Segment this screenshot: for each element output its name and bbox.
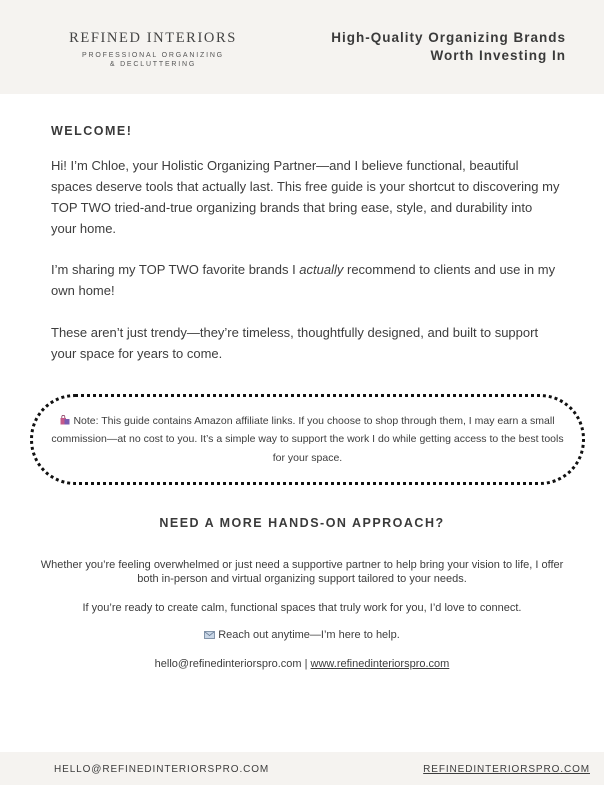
welcome-heading: WELCOME! (51, 124, 133, 138)
reach-out-line (40, 628, 564, 642)
contact-separator: | (304, 658, 308, 670)
contact-line (0, 657, 604, 671)
footer-email[interactable]: HELLO@REFINEDINTERIORSPRO.COM (54, 764, 270, 775)
paragraph-2-emphasis: actually (299, 262, 344, 277)
brand-tagline-line2: & DECLUTTERING (109, 61, 197, 68)
welcome-paragraph-1: Hi! I’m Chloe, your Holistic Organizing Partner—and I believe functional, beautiful spaces deserve tools that actually last. This free guide is your shortcut to discovering my TOP TWO tried-and-true organizing brands that bring ease, style, and durability into your home. (51, 158, 560, 236)
paragraph-2-start: I’m sharing my TOP TWO favorite brands I (51, 262, 300, 277)
document-title-line2: Worth Investing In (430, 48, 566, 63)
shopping-bags-icon (60, 415, 70, 425)
brand-tagline-line1: PROFESSIONAL ORGANIZING (82, 52, 224, 59)
website-link[interactable]: www.refinedinteriorspro.com (310, 658, 450, 670)
affiliate-note-text: Note: This guide contains Amazon affiliate links. If you choose to shop through them, I may earn a small commission—at no cost to you. It’s a simple way to support the work I do while getting access to the best tools for your space. (51, 414, 564, 464)
welcome-paragraph-2 (51, 259, 561, 301)
brand-tagline (65, 51, 241, 69)
document-title-line1: High-Quality Organizing Brands (331, 30, 566, 45)
reach-out-text: Reach out anytime—I’m here to help. (218, 629, 400, 641)
document-title (266, 29, 566, 65)
hands-on-paragraph-1: Whether you’re feeling overwhelmed or just need a supportive partner to help bring your vision to life, I offer both in-person and virtual organizing support tailored to your needs. (40, 559, 564, 585)
footer-website-link[interactable]: REFINEDINTERIORSPRO.COM (423, 764, 590, 775)
affiliate-note-box (30, 394, 585, 485)
welcome-paragraph-3: These aren’t just trendy—they’re timeless, thoughtfully designed, and built to support your space for years to come. (51, 325, 539, 361)
hands-on-heading: NEED A MORE HANDS-ON APPROACH? (159, 516, 445, 530)
paragraph-2-end: recommend to clients and use in my own home! (51, 262, 556, 298)
page-footer (0, 752, 604, 785)
page-header (0, 0, 604, 94)
brand-logo-name: REFINED INTERIORS (69, 30, 237, 46)
affiliate-note (51, 412, 564, 468)
contact-email[interactable]: hello@refinedinteriorspro.com (154, 658, 302, 670)
hands-on-paragraph-2: If you’re ready to create calm, functional spaces that truly work for you, I’d love to connect. (82, 602, 522, 614)
envelope-icon (204, 630, 215, 639)
